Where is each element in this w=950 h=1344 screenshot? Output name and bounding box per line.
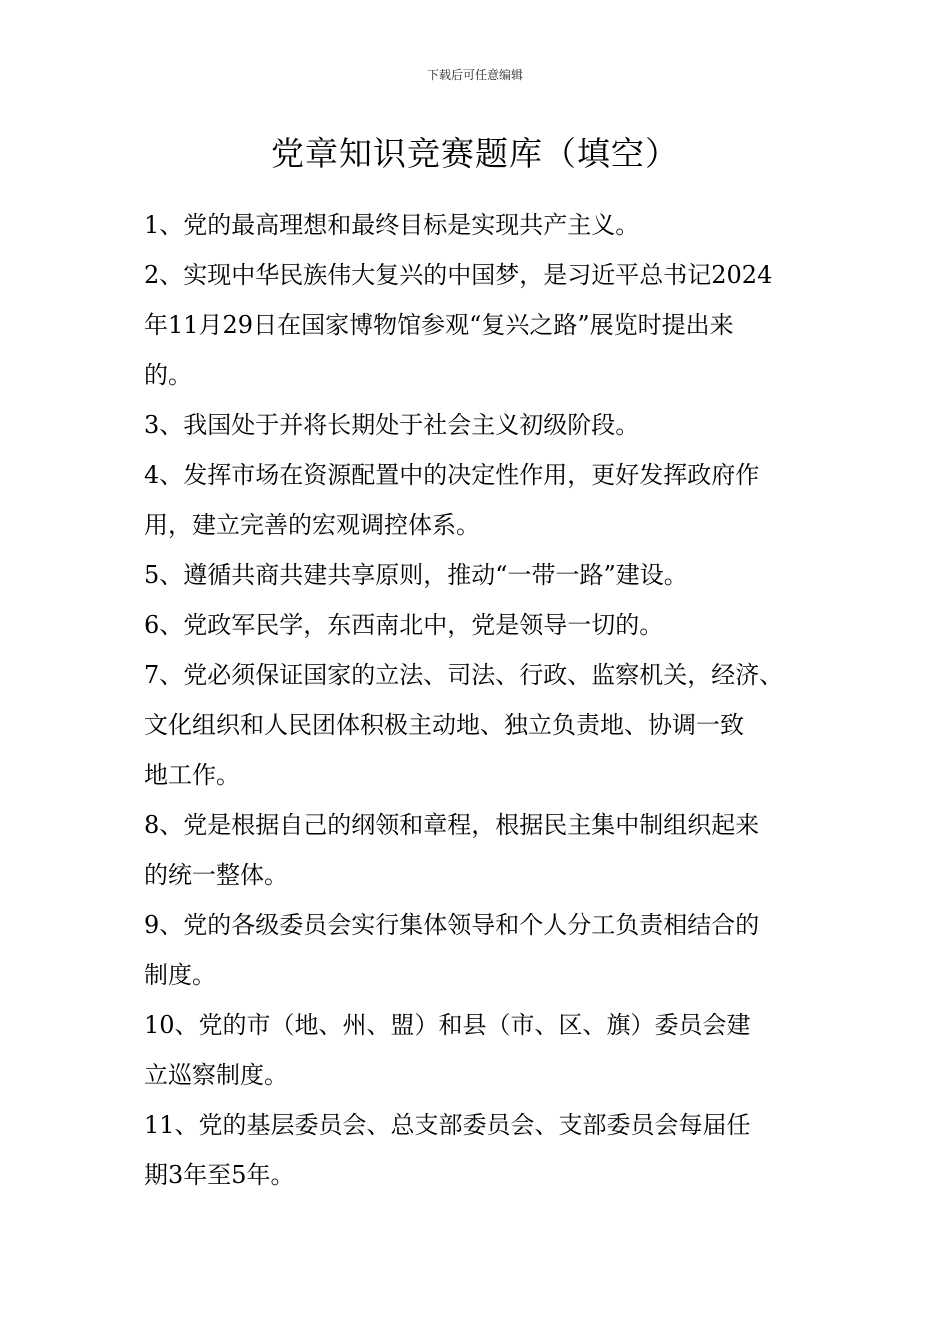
text-line: 用，建立完善的宏观调控体系。 bbox=[144, 511, 480, 539]
text-line: 7、党必须保证国家的立法、司法、行政、监察机关，经济、 bbox=[144, 661, 784, 689]
text-line: 制度。 bbox=[144, 961, 216, 989]
text-line: 9、党的各级委员会实行集体领导和个人分工负责相结合的 bbox=[144, 911, 760, 939]
text-line: 8、党是根据自己的纲领和章程，根据民主集中制组织起来 bbox=[144, 811, 760, 839]
text-line: 3、我国处于并将长期处于社会主义初级阶段。 bbox=[144, 411, 640, 439]
document-title: 党章知识竞赛题库（填空） bbox=[271, 134, 679, 173]
text-line: 11、党的基层委员会、总支部委员会、支部委员会每届任 bbox=[144, 1111, 751, 1139]
text-line: 立巡察制度。 bbox=[144, 1061, 288, 1089]
text-line: 6、党政军民学，东西南北中，党是领导一切的。 bbox=[144, 611, 664, 639]
text-line: 5、遵循共商共建共享原则，推动“一带一路”建设。 bbox=[144, 561, 688, 589]
text-line: 4、发挥市场在资源配置中的决定性作用，更好发挥政府作 bbox=[144, 461, 760, 489]
question-list bbox=[144, 200, 812, 1200]
text-line: 2、实现中华民族伟大复兴的中国梦，是习近平总书记2024 bbox=[144, 261, 773, 289]
text-line: 的统一整体。 bbox=[144, 861, 288, 889]
text-line: 1、党的最高理想和最终目标是实现共产主义。 bbox=[144, 211, 640, 239]
text-line: 地工作。 bbox=[144, 761, 240, 789]
header-note: 下载后可任意编辑 bbox=[426, 68, 523, 82]
text-line: 的。 bbox=[144, 361, 192, 389]
text-line: 期3年至5年。 bbox=[144, 1161, 295, 1189]
text-line: 年11月29日在国家博物馆参观“复兴之路”展览时提出来 bbox=[144, 311, 734, 339]
text-line: 10、党的市（地、州、盟）和县（市、区、旗）委员会建 bbox=[144, 1011, 751, 1039]
text-line: 文化组织和人民团体积极主动地、独立负责地、协调一致 bbox=[144, 711, 744, 739]
